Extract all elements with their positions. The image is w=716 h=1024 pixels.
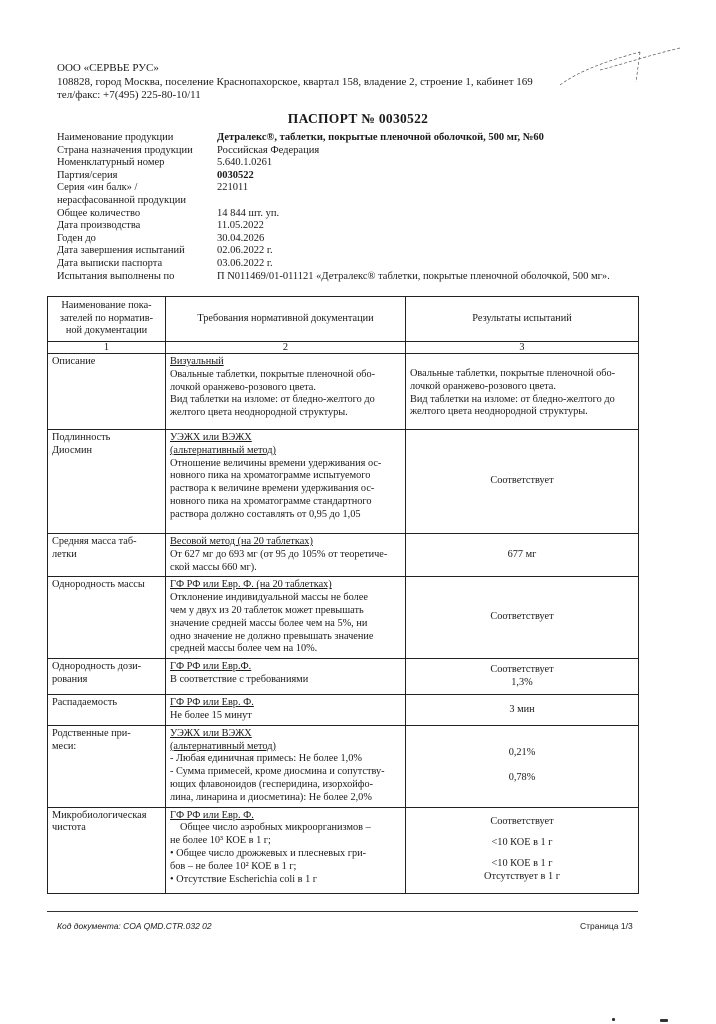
info-row: Годен до 30.04.2026 xyxy=(57,232,265,244)
info-row: Дата производства 11.05.2022 xyxy=(57,220,264,232)
table-row: Родственные при- меси: УЭЖХ или ВЭЖХ (альтернативный метод) - Любая единичная примесь: Не более 1,0% - Сумма примесей, кроме диосмина и сопутству- ющих флавоноидов (гесперидина, изорхойфо- лина, линарина и диосметина): Не более 2,0% 0,21% 0,78% xyxy=(48,725,639,807)
info-row: Дата завершения испытаний 02.06.2022 г. xyxy=(57,245,273,257)
info-row: нерасфасованной продукции xyxy=(57,194,186,206)
table-row: Однородность массы ГФ РФ или Евр. Ф. (на 20 таблетках) Отклонение индивидуальной массы не более чем у двух из 20 таблеток может превышать значение средней массы более чем на 5%, ни одно значение не должно превышать значение средней массы более чем на 10%. Соответствует xyxy=(48,577,639,659)
company-phone: тел/факс: +7(495) 225-80-10/11 xyxy=(57,89,201,101)
scan-speck xyxy=(612,1018,615,1021)
document-code: Код документа: COA QMD.CTR.032 02 xyxy=(57,921,212,931)
column-header-requirements: Требования нормативной документации xyxy=(166,297,406,342)
table-row: Однородность дози- рования ГФ РФ или Евр.Ф. В соответствие с требованиями Соответствует 1,3% xyxy=(48,659,639,695)
info-row: Партия/серия 0030522 xyxy=(57,169,254,181)
table-row: Подлинность Диосмин УЭЖХ или ВЭЖХ (альтернативный метод) Отношение величины времени удерживания ос- новного пика на хроматограмме испытуемого раствора к величине времени удерживания ос- новного пика на хроматограмме стандартного раствора должно составлять от 0,95 до 1,05 Соответствует xyxy=(48,430,639,534)
column-number-row: 1 2 3 xyxy=(48,342,639,354)
company-name: ООО «СЕРВЬЕ РУС» xyxy=(57,62,159,74)
info-row: Дата выписки паспорта 03.06.2022 г. xyxy=(57,257,273,269)
info-row: Номенклатурный номер 5.640.1.0261 xyxy=(57,157,273,169)
table-header-row xyxy=(48,297,639,342)
table-row: Распадаемость ГФ РФ или Евр. Ф. Не более 15 минут 3 мин xyxy=(48,695,639,726)
company-address: 108828, город Москва, поселение Краснопахорское, квартал 158, владение 2, строение 1, кабинет 169 xyxy=(57,75,533,88)
column-header-results: Результаты испытаний xyxy=(406,297,639,342)
column-header-indicator: Наименование пока- зателей по норматив- ной документации xyxy=(48,297,166,342)
footer-divider xyxy=(47,911,638,912)
info-row: Испытания выполнены по П N011469/01-011121 «Детралекс® таблетки, покрытые пленочной оболочкой, 500 мг». xyxy=(57,270,610,282)
company-header xyxy=(57,62,533,103)
product-info xyxy=(57,132,610,283)
info-row: Наименование продукции Детралекс®, таблетки, покрытые пленочной оболочкой, 500 мг, №60 xyxy=(57,132,544,143)
info-row: Общее количество 14 844 шт. уп. xyxy=(57,207,280,219)
page-number: Страница 1/3 xyxy=(580,921,633,931)
table-row: Микробиологическая чистота ГФ РФ или Евр. Ф. Общее число аэробных микроорганизмов – не более 10³ КОЕ в 1 г; • Общее число дрожжевых и плесневых гри- бов – не более 10² КОЕ в 1 г; • Отсутствие Escherichia coli в 1 г Соответствует <10 КОЕ в 1 г <10 КОЕ в 1 г Отсутствует в 1 г xyxy=(48,807,639,893)
test-results-table xyxy=(47,296,639,894)
scan-speck xyxy=(660,1019,668,1022)
info-row: Серия «ин балк» / 221011 xyxy=(57,182,249,194)
table-row: Описание Визуальный Овальные таблетки, покрытые пленочной обо- лочкой оранжево-розового цвета. Вид таблетки на изломе: от бледно-желтого до желтого цвета неоднородной структуры. Овальные таблетки, покрытые пленочной обо- лочкой оранжево-розового цвета. Вид таблетки на изломе: от бледно-желтого до желтого цвета неоднородной структуры. xyxy=(48,354,639,430)
table-row: Средняя масса таб- летки Весовой метод (на 20 таблетках) От 627 мг до 693 мг (от 95 до 105% от теоретиче- ской массы 660 мг). 677 мг xyxy=(48,534,639,577)
document-title: ПАСПОРТ № 0030522 xyxy=(287,111,429,126)
info-row: Страна назначения продукции Российская Федерация xyxy=(57,144,320,156)
signature-mark xyxy=(540,40,690,100)
